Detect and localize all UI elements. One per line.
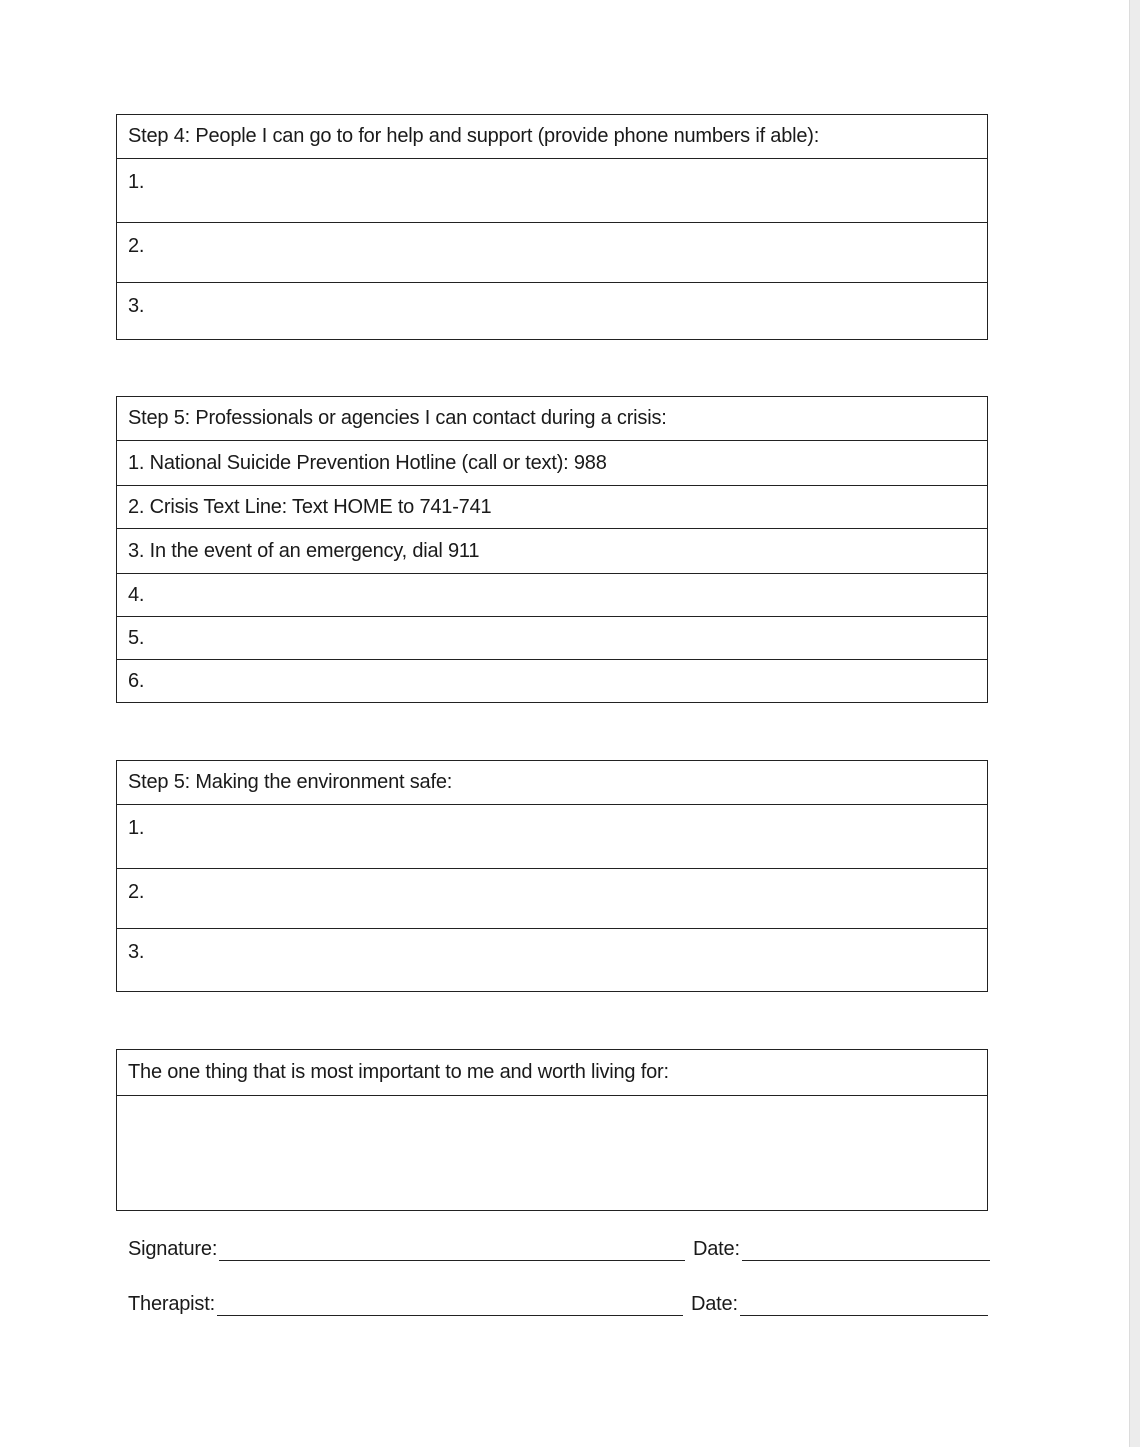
therapist-date-label: Date: xyxy=(691,1293,738,1315)
signature-line xyxy=(128,1238,685,1261)
therapist-label: Therapist: xyxy=(128,1293,215,1315)
step5-professionals-item-5[interactable]: 5. xyxy=(117,616,987,659)
step5-environment-header: Step 5: Making the environment safe: xyxy=(128,771,453,793)
step5-environment-item-3[interactable]: 3. xyxy=(117,928,987,991)
step4-item-2[interactable]: 2. xyxy=(117,222,987,282)
signature-field[interactable] xyxy=(219,1240,685,1261)
signature-date-label: Date: xyxy=(693,1238,740,1260)
step5-professionals-item-2: 2. Crisis Text Line: Text HOME to 741-741 xyxy=(117,485,987,528)
worth-living-table xyxy=(116,1049,988,1211)
step5-environment-item-2[interactable]: 2. xyxy=(117,868,987,928)
step4-item-1[interactable]: 1. xyxy=(117,158,987,222)
step5-professionals-item-4[interactable]: 4. xyxy=(117,573,987,616)
therapist-line xyxy=(128,1293,683,1316)
step4-table xyxy=(116,114,988,340)
step5-professionals-item-3: 3. In the event of an emergency, dial 911 xyxy=(117,528,987,573)
signature-label: Signature: xyxy=(128,1238,218,1260)
worth-living-header: The one thing that is most important to me and worth living for: xyxy=(128,1061,669,1083)
step5-professionals-header: Step 5: Professionals or agencies I can contact during a crisis: xyxy=(128,407,667,429)
scrollbar-track[interactable] xyxy=(1129,0,1140,1447)
worth-living-answer-field[interactable] xyxy=(117,1095,987,1210)
signature-date-field[interactable] xyxy=(742,1240,990,1261)
therapist-date-field[interactable] xyxy=(740,1295,988,1316)
step4-item-3[interactable]: 3. xyxy=(117,282,987,339)
step5-professionals-item-1: 1. National Suicide Prevention Hotline (call or text): 988 xyxy=(117,440,987,485)
step5-professionals-table xyxy=(116,396,988,703)
signature-date-line xyxy=(693,1238,990,1261)
step4-header: Step 4: People I can go to for help and support (provide phone numbers if able): xyxy=(128,125,820,147)
therapist-date-line xyxy=(691,1293,988,1316)
step5-professionals-item-6[interactable]: 6. xyxy=(117,659,987,702)
step5-environment-table xyxy=(116,760,988,992)
step5-environment-item-1[interactable]: 1. xyxy=(117,804,987,868)
therapist-field[interactable] xyxy=(217,1295,683,1316)
